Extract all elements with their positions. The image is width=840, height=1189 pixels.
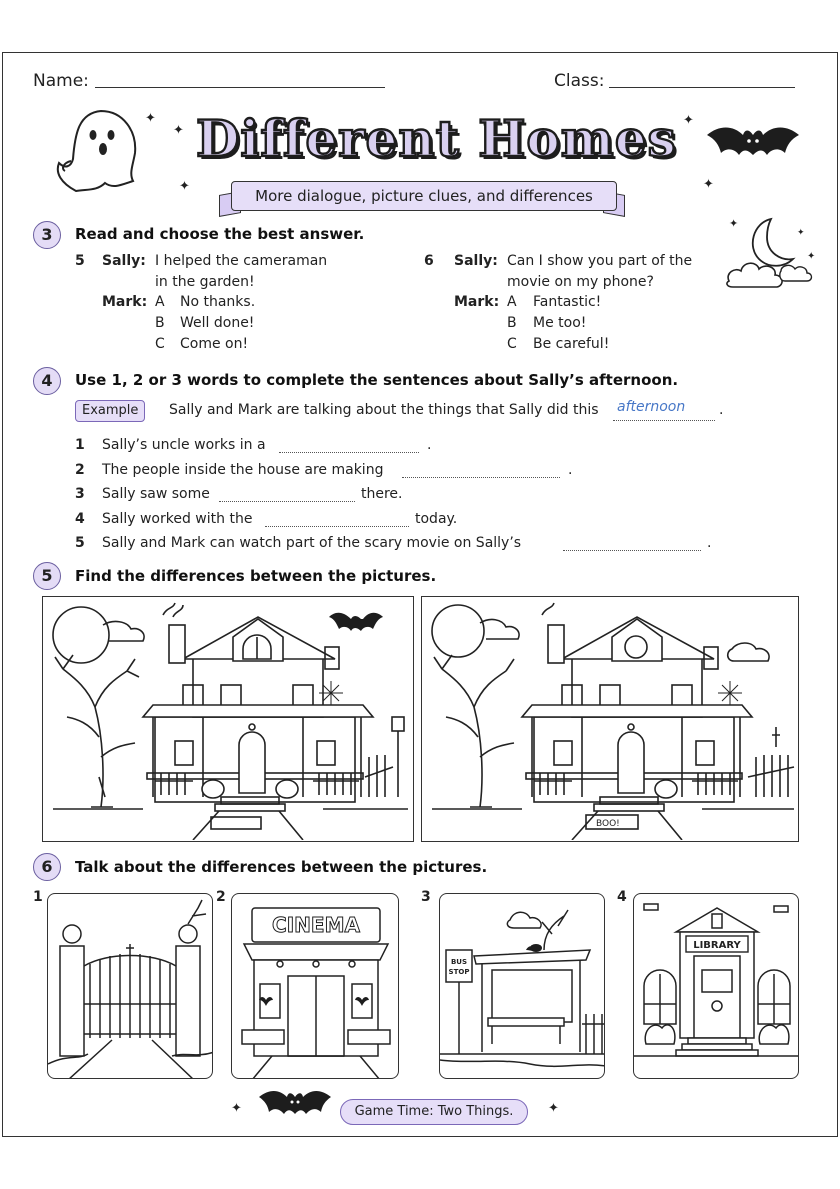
bat-icon (257, 1087, 333, 1123)
name-label: Name: (33, 71, 89, 91)
dialogue-line: Can I show you part of the (507, 253, 693, 269)
dialogue-line: movie on my phone? (507, 274, 654, 290)
class-label: Class: (554, 71, 605, 91)
ghost-icon (51, 103, 146, 198)
class-field-line[interactable] (609, 86, 795, 88)
game-time-button[interactable]: Game Time: Two Things. (340, 1099, 528, 1125)
speaker-label: Sally: (102, 253, 146, 269)
section-number: 4 (33, 367, 61, 395)
bus-stop-picture[interactable] (439, 893, 605, 1079)
bus-sign-line1: BUS (450, 958, 468, 966)
gate-picture[interactable] (47, 893, 213, 1079)
option-text[interactable]: Fantastic! (533, 294, 602, 310)
name-field-line[interactable] (95, 86, 385, 88)
svg-text:✦: ✦ (729, 217, 739, 230)
item-number: 3 (75, 486, 85, 502)
worksheet-page (2, 52, 838, 1137)
section-instruction: Find the differences between the pictures. (75, 567, 437, 585)
haunted-house-picture-right[interactable] (421, 596, 799, 842)
item-end: there. (361, 486, 403, 502)
item-number: 5 (75, 535, 85, 551)
sparkle-icon: ✦ (703, 177, 714, 192)
svg-text:✦: ✦ (807, 251, 816, 262)
dialogue-line: I helped the cameraman (155, 253, 328, 269)
section-number: 6 (33, 853, 61, 881)
section-instruction: Use 1, 2 or 3 words to complete the sentences about Sally’s afternoon. (75, 371, 679, 389)
example-sentence: Sally and Mark are talking about the things that Sally did this (169, 402, 599, 418)
picture-number: 3 (421, 889, 431, 905)
speaker-label: Mark: (454, 294, 500, 310)
option-letter[interactable]: C (155, 336, 165, 352)
section-number: 3 (33, 221, 61, 249)
picture-number: 4 (617, 889, 627, 905)
option-letter[interactable]: A (155, 294, 165, 310)
item-number: 2 (75, 462, 85, 478)
item-end: . (568, 462, 573, 478)
svg-text:✦: ✦ (797, 228, 805, 238)
haunted-house-picture-left[interactable] (42, 596, 414, 842)
option-letter[interactable]: B (155, 315, 165, 331)
library-sign: LIBRARY (693, 940, 741, 951)
section-instruction: Talk about the differences between the pictures. (75, 858, 488, 876)
option-text[interactable]: Me too! (533, 315, 587, 331)
cinema-sign: CINEMA (272, 913, 360, 937)
page-subtitle: More dialogue, picture clues, and differences (231, 181, 617, 211)
option-text[interactable]: No thanks. (180, 294, 256, 310)
example-end: . (719, 402, 724, 418)
answer-blank[interactable] (279, 443, 419, 453)
speaker-label: Mark: (102, 294, 148, 310)
answer-blank[interactable] (219, 492, 355, 502)
item-text: Sally saw some (102, 486, 210, 502)
example-tag: Example (75, 400, 145, 422)
question-number: 5 (75, 253, 85, 269)
dialogue-line: in the garden! (155, 274, 255, 290)
item-end: today. (415, 511, 458, 527)
item-text: Sally worked with the (102, 511, 253, 527)
bat-icon (705, 121, 801, 167)
answer-blank[interactable] (563, 541, 701, 551)
section-instruction: Read and choose the best answer. (75, 225, 365, 243)
picture-number: 1 (33, 889, 43, 905)
sparkle-icon: ✦ (548, 1101, 559, 1116)
item-end: . (707, 535, 712, 551)
item-number: 1 (75, 437, 85, 453)
answer-blank (613, 411, 715, 421)
cinema-picture[interactable] (231, 893, 399, 1079)
item-number: 4 (75, 511, 85, 527)
sparkle-icon: ✦ (683, 113, 694, 128)
option-text[interactable]: Come on! (180, 336, 249, 352)
option-letter[interactable]: C (507, 336, 517, 352)
sparkle-icon: ✦ (179, 179, 190, 194)
speaker-label: Sally: (454, 253, 498, 269)
sparkle-icon: ✦ (145, 111, 156, 126)
item-text: The people inside the house are making (102, 462, 384, 478)
page-title: Different Homes (196, 109, 677, 168)
option-text[interactable]: Be careful! (533, 336, 610, 352)
library-picture[interactable] (633, 893, 799, 1079)
doormat-text: BOO! (596, 819, 620, 829)
item-end: . (427, 437, 432, 453)
option-letter[interactable]: B (507, 315, 517, 331)
item-text: Sally and Mark can watch part of the scary movie on Sally’s (102, 535, 522, 551)
example-answer: afternoon (617, 399, 686, 415)
answer-blank[interactable] (402, 468, 560, 478)
option-letter[interactable]: A (507, 294, 517, 310)
sparkle-icon: ✦ (231, 1101, 242, 1116)
option-text[interactable]: Well done! (180, 315, 255, 331)
sparkle-icon: ✦ (173, 123, 184, 138)
section-number: 5 (33, 562, 61, 590)
item-text: Sally’s uncle works in a (102, 437, 266, 453)
answer-blank[interactable] (265, 517, 409, 527)
picture-number: 2 (216, 889, 226, 905)
moon-clouds-icon (723, 213, 823, 295)
question-number: 6 (424, 253, 434, 269)
bus-sign-line2: STOP (448, 968, 470, 976)
